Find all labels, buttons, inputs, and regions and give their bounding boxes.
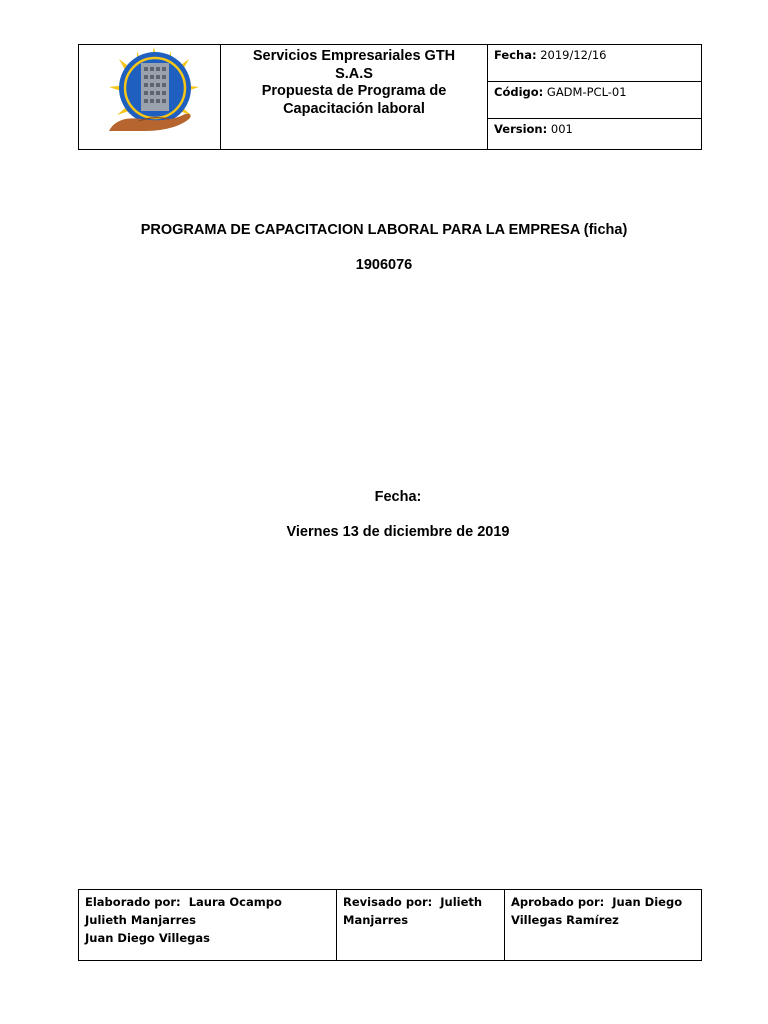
code-label: Código: xyxy=(494,85,544,99)
header-title-cell xyxy=(221,45,488,150)
date-cell xyxy=(488,45,702,82)
elaborado-cell xyxy=(79,890,337,961)
company-logo xyxy=(79,45,220,135)
date-label: Fecha: xyxy=(494,48,537,62)
code-value: GADM-PCL-01 xyxy=(546,85,627,99)
document-header-table xyxy=(78,44,702,150)
aprobado-label: Aprobado por: xyxy=(511,895,605,909)
revisado-name-part1: Julieth xyxy=(440,895,483,909)
company-name-line2: S.A.S xyxy=(335,65,373,82)
ficha-number: 1906076 xyxy=(355,257,413,273)
elaborado-name2: Julieth Manjarres xyxy=(85,913,196,927)
approval-table xyxy=(78,889,702,961)
elaborado-name3: Juan Diego Villegas xyxy=(85,931,211,945)
version-cell xyxy=(488,119,702,150)
date-heading: Fecha: xyxy=(374,489,422,505)
elaborado-label: Elaborado por: xyxy=(85,895,181,909)
program-title: PROGRAMA DE CAPACITACION LABORAL PARA LA EMPRESA (ficha) xyxy=(140,222,628,238)
logo-cell xyxy=(79,45,221,150)
aprobado-name-part1: Juan Diego xyxy=(612,895,683,909)
code-cell xyxy=(488,82,702,119)
revisado-name-part2: Manjarres xyxy=(343,913,409,927)
date-text: Viernes 13 de diciembre de 2019 xyxy=(286,524,510,540)
subtitle-line1: Propuesta de Programa de xyxy=(261,83,447,99)
version-value: 001 xyxy=(550,122,573,136)
version-label: Version: xyxy=(494,122,548,136)
company-name-line1: Servicios Empresariales GTH xyxy=(252,48,456,64)
date-value: 2019/12/16 xyxy=(540,48,607,62)
subtitle-line2: Capacitación laboral xyxy=(283,100,425,117)
revisado-label: Revisado por: xyxy=(343,895,433,909)
aprobado-cell xyxy=(505,890,702,961)
elaborado-name1: Laura Ocampo xyxy=(188,895,282,909)
aprobado-name-part2: Villegas Ramírez xyxy=(511,913,619,927)
revisado-cell xyxy=(337,890,505,961)
